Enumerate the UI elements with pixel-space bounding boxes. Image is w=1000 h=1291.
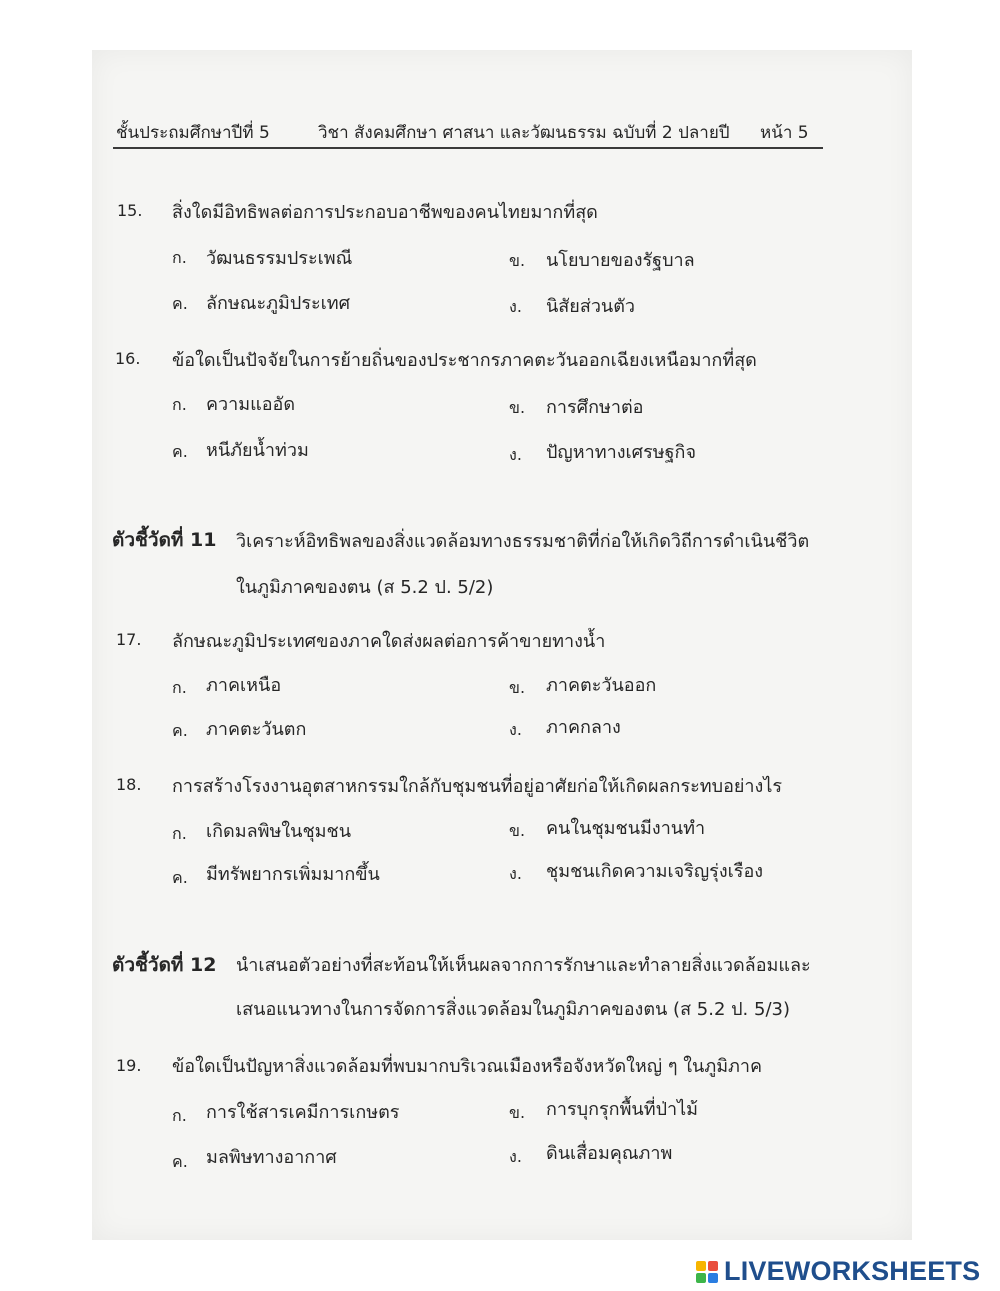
- question-15-option-d[interactable]: นิสัยส่วนตัว: [546, 296, 636, 317]
- question-18-option-b-letter: ข.: [509, 821, 526, 840]
- question-17-option-c[interactable]: ภาคตะวันตก: [206, 719, 307, 740]
- question-16-option-a[interactable]: ความแออัด: [206, 394, 296, 415]
- question-17-option-d-letter: ง.: [509, 720, 522, 739]
- header-subject: วิชา สังคมศึกษา ศาสนา และวัฒนธรรม ฉบับที่ 2 ปลายปี: [318, 123, 730, 143]
- question-17-option-b-letter: ข.: [509, 678, 526, 697]
- question-18-option-d[interactable]: ชุมชนเกิดความเจริญรุ่งเรือง: [546, 861, 764, 882]
- indicator-11-label: ตัวชี้วัดที่ 11: [112, 529, 217, 551]
- question-18-option-d-letter: ง.: [509, 864, 522, 883]
- indicator-11-line-2: ในภูมิภาคของตน (ส 5.2 ป. 5/2): [236, 577, 494, 598]
- question-19-option-c[interactable]: มลพิษทางอากาศ: [206, 1147, 337, 1168]
- question-17-option-c-letter: ค.: [172, 721, 188, 740]
- question-18-number: 18.: [116, 775, 142, 794]
- question-17-option-a-letter: ก.: [172, 678, 187, 697]
- question-18-option-a[interactable]: เกิดมลพิษในชุมชน: [206, 821, 352, 842]
- question-16-option-b[interactable]: การศึกษาต่อ: [546, 397, 644, 418]
- question-19-number: 19.: [116, 1056, 142, 1075]
- indicator-12-line-1: นำเสนอตัวอย่างที่สะท้อนให้เห็นผลจากการรักษาและทำลายสิ่งแวดล้อมและ: [236, 955, 811, 976]
- question-15-option-d-letter: ง.: [509, 297, 522, 316]
- question-19-option-a[interactable]: การใช้สารเคมีการเกษตร: [206, 1102, 400, 1123]
- liveworksheets-logo: [696, 1256, 980, 1287]
- question-19-text: ข้อใดเป็นปัญหาสิ่งแวดล้อมที่พบมากบริเวณเมืองหรือจังหวัดใหญ่ ๆ ในภูมิภาค: [172, 1056, 763, 1077]
- question-18-option-a-letter: ก.: [172, 824, 187, 843]
- question-15-option-b-letter: ข.: [509, 251, 526, 270]
- question-17-option-b[interactable]: ภาคตะวันออก: [546, 675, 657, 696]
- question-19-option-b[interactable]: การบุกรุกพื้นที่ป่าไม้: [546, 1099, 699, 1120]
- logo-mark-icon: [696, 1261, 718, 1283]
- question-15-option-a[interactable]: วัฒนธรรมประเพณี: [206, 248, 353, 269]
- question-16-option-b-letter: ข.: [509, 398, 526, 417]
- question-17-option-a[interactable]: ภาคเหนือ: [206, 675, 282, 696]
- logo-text: LIVEWORKSHEETS: [724, 1256, 981, 1286]
- question-15-option-a-letter: ก.: [172, 248, 187, 267]
- question-15-option-c-letter: ค.: [172, 294, 188, 313]
- question-15-text: สิ่งใดมีอิทธิพลต่อการประกอบอาชีพของคนไทยมากที่สุด: [172, 202, 598, 223]
- header-grade: ชั้นประถมศึกษาปีที่ 5: [116, 123, 270, 143]
- question-18-text: การสร้างโรงงานอุตสาหกรรมใกล้กับชุมชนที่อยู่อาศัยก่อให้เกิดผลกระทบอย่างไร: [172, 776, 783, 797]
- indicator-12-label: ตัวชี้วัดที่ 12: [112, 954, 217, 976]
- question-18-option-c[interactable]: มีทรัพยากรเพิ่มมากขึ้น: [206, 864, 380, 885]
- question-16-option-c[interactable]: หนีภัยน้ำท่วม: [206, 440, 309, 461]
- question-17-number: 17.: [116, 630, 142, 649]
- question-16-text: ข้อใดเป็นปัจจัยในการย้ายถิ่นของประชากรภาคตะวันออกเฉียงเหนือมากที่สุด: [172, 350, 757, 371]
- question-19-option-b-letter: ข.: [509, 1103, 526, 1122]
- header-page-number: หน้า 5: [760, 123, 809, 143]
- question-18-option-b[interactable]: คนในชุมชนมีงานทำ: [546, 818, 706, 839]
- question-17-option-d[interactable]: ภาคกลาง: [546, 717, 621, 738]
- header-rule: [113, 147, 823, 149]
- question-15-option-b[interactable]: นโยบายของรัฐบาล: [546, 250, 695, 271]
- question-16-number: 16.: [115, 349, 141, 368]
- indicator-11-line-1: วิเคราะห์อิทธิพลของสิ่งแวดล้อมทางธรรมชาติที่ก่อให้เกิดวิถีการดำเนินชีวิต: [236, 531, 810, 552]
- question-19-option-d[interactable]: ดินเสื่อมคุณภาพ: [546, 1143, 673, 1164]
- question-16-option-c-letter: ค.: [172, 442, 188, 461]
- question-19-option-d-letter: ง.: [509, 1147, 522, 1166]
- question-17-text: ลักษณะภูมิประเทศของภาคใดส่งผลต่อการค้าขายทางน้ำ: [172, 631, 606, 652]
- question-19-option-c-letter: ค.: [172, 1152, 188, 1171]
- question-19-option-a-letter: ก.: [172, 1106, 187, 1125]
- question-18-option-c-letter: ค.: [172, 868, 188, 887]
- question-16-option-a-letter: ก.: [172, 395, 187, 414]
- question-15-option-c[interactable]: ลักษณะภูมิประเทศ: [206, 293, 351, 314]
- question-15-number: 15.: [117, 201, 143, 220]
- indicator-12-line-2: เสนอแนวทางในการจัดการสิ่งแวดล้อมในภูมิภาคของตน (ส 5.2 ป. 5/3): [236, 999, 790, 1020]
- question-16-option-d-letter: ง.: [509, 445, 522, 464]
- question-16-option-d[interactable]: ปัญหาทางเศรษฐกิจ: [546, 442, 696, 463]
